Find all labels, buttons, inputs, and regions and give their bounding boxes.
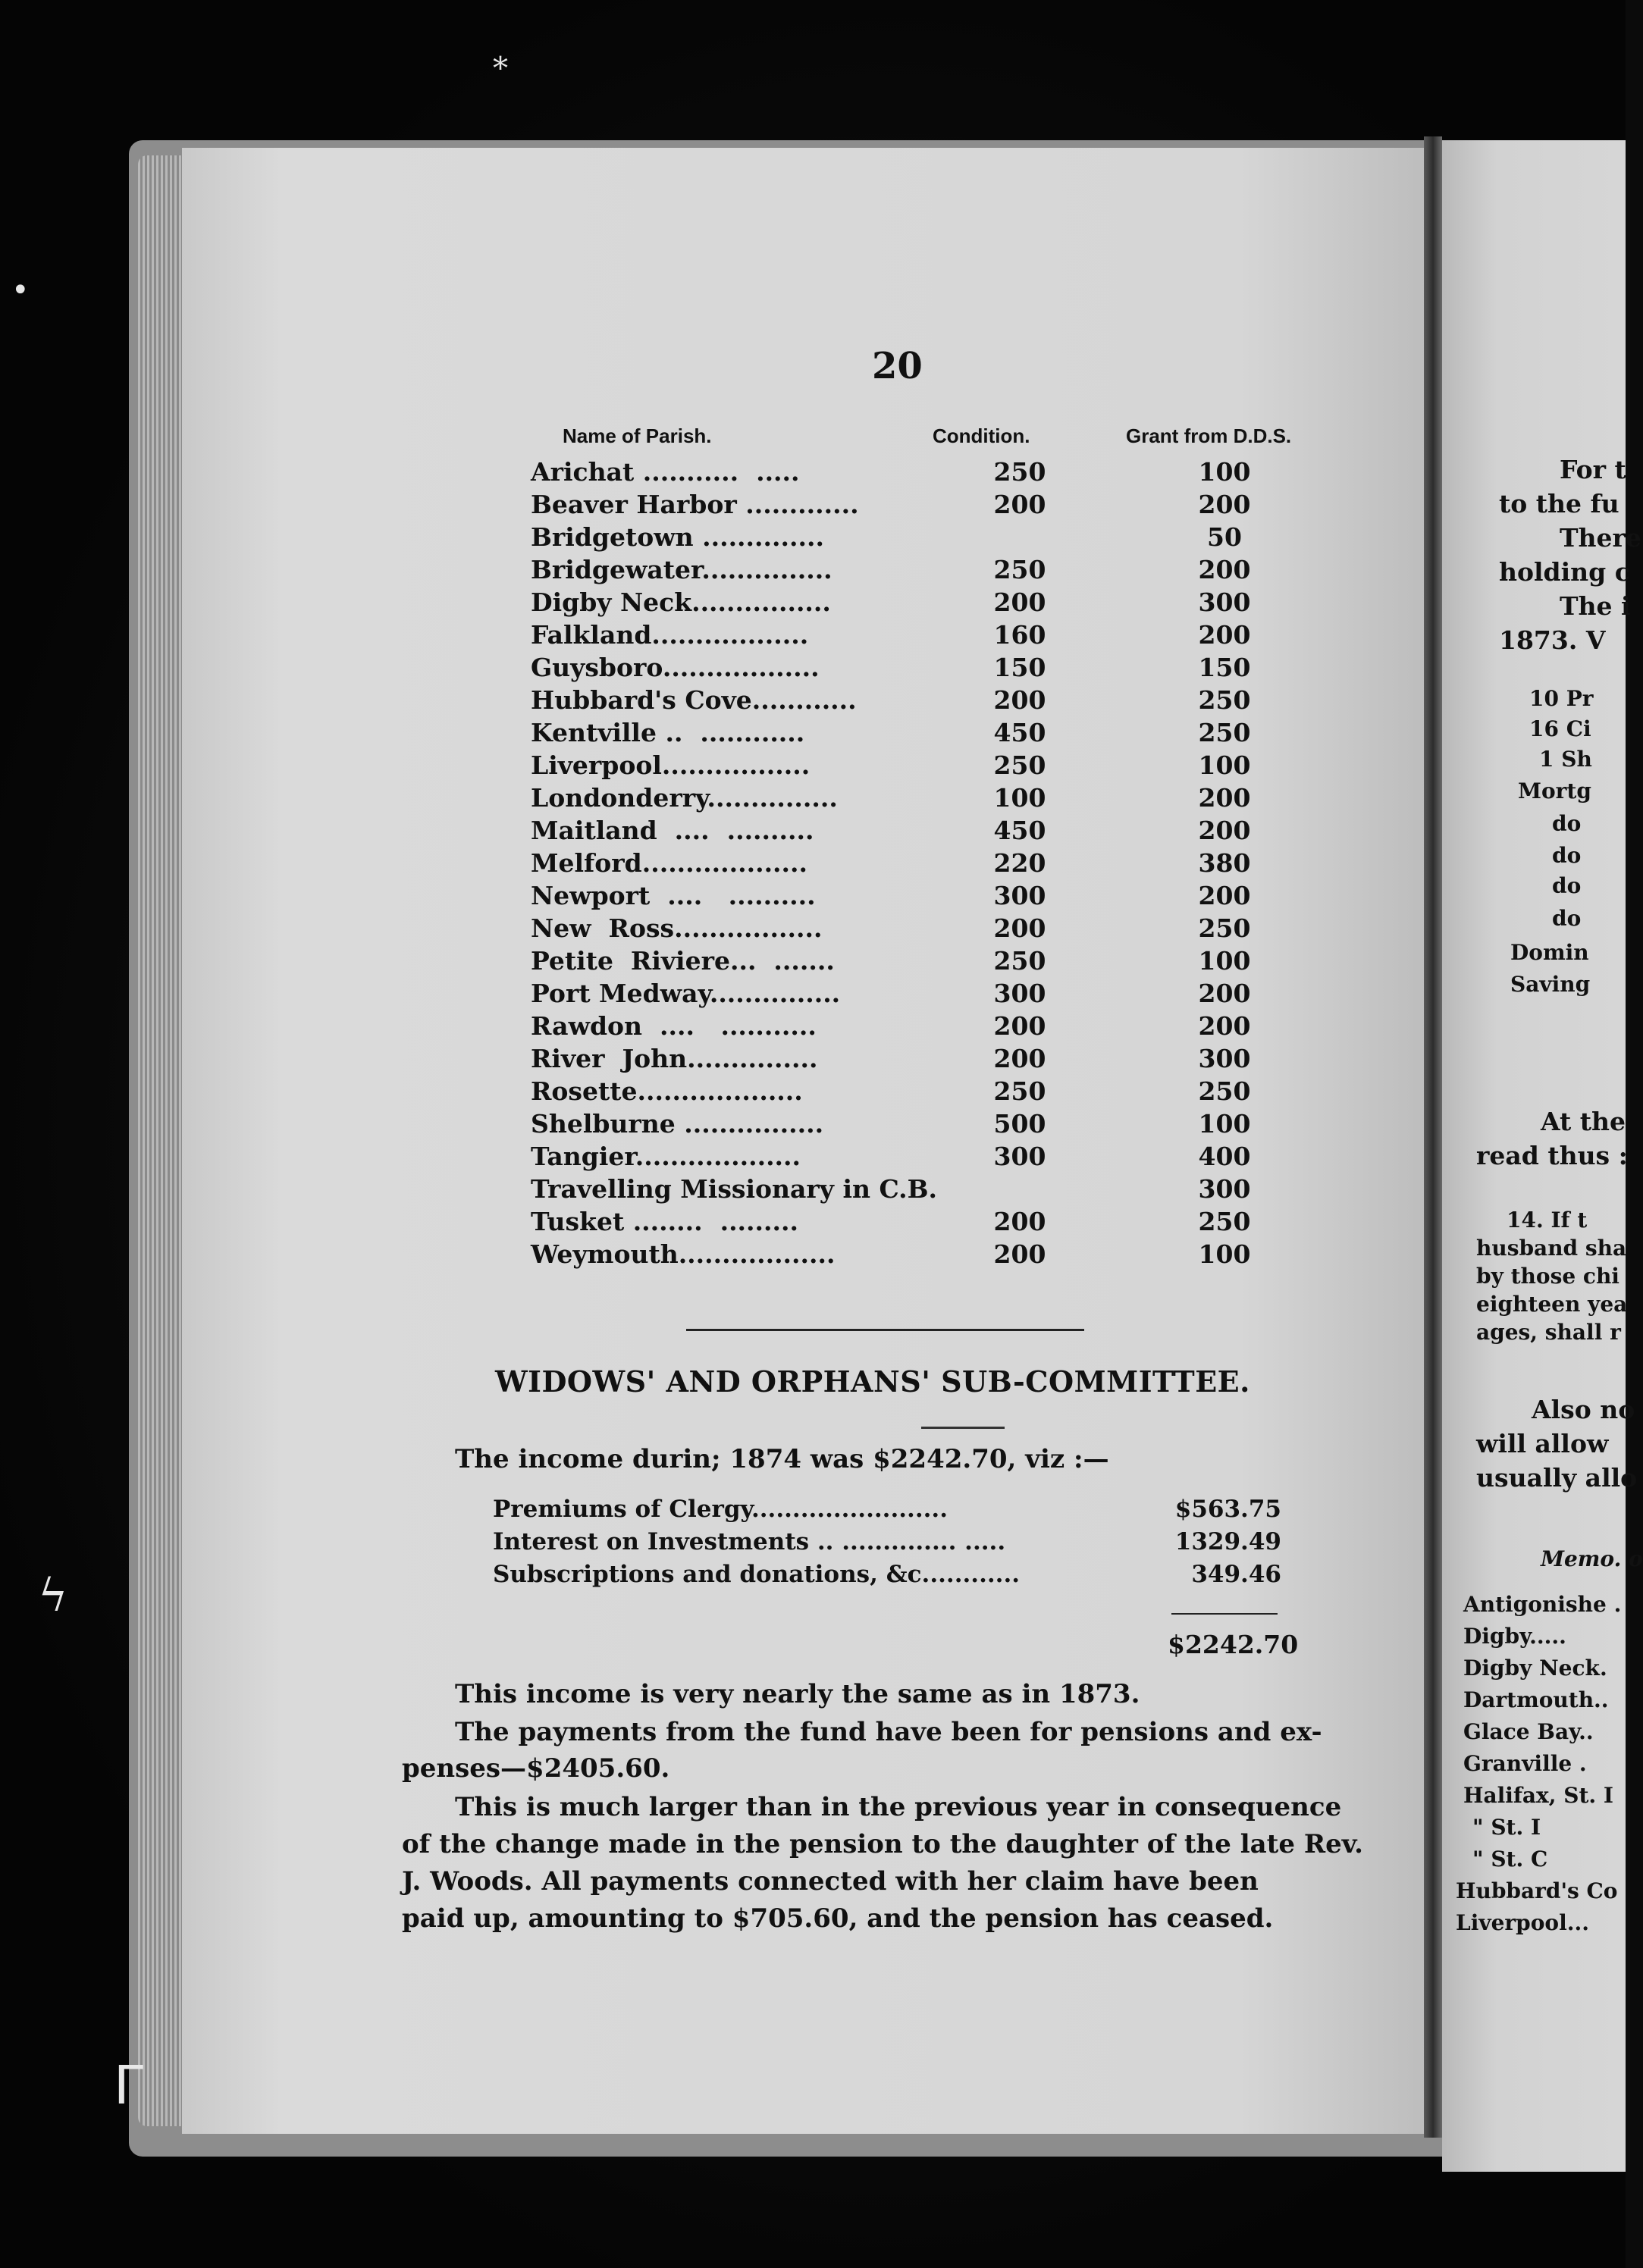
condition-value: 250 [993, 555, 1046, 584]
right-page-line: Antigonishe . [1463, 1592, 1622, 1617]
condition-value: 200 [993, 1011, 1046, 1041]
scan-speck: ϟ [38, 1569, 68, 1622]
right-page-line: ages, shall r [1476, 1320, 1621, 1345]
right-page-line: 14. If t [1507, 1208, 1588, 1233]
grant-value: 300 [1198, 1044, 1251, 1073]
condition-value: 300 [993, 881, 1046, 910]
right-page-line: husband sha [1476, 1236, 1627, 1261]
table-row [531, 1011, 1365, 1042]
grant-value: 200 [1198, 979, 1251, 1008]
income-item [493, 1528, 1281, 1558]
right-page-line: 1873. V [1499, 625, 1606, 655]
table-row [531, 848, 1365, 879]
paragraph-text: penses—$2405.60. [402, 1753, 670, 1784]
grant-value: 100 [1198, 457, 1251, 487]
income-label: Subscriptions and donations, &c............ [493, 1561, 1021, 1588]
table-row [531, 1207, 1365, 1237]
title-underline [921, 1427, 1005, 1429]
income-item [493, 1561, 1281, 1591]
parish-name: Beaver Harbor ............. [531, 490, 859, 519]
scan-speck: ⁎ [493, 42, 508, 77]
condition-value: 150 [993, 653, 1046, 682]
parish-name: Port Medway............... [531, 979, 841, 1008]
condition-value: 200 [993, 685, 1046, 715]
parish-name: Shelburne ................ [531, 1109, 824, 1139]
paragraph-text: This is much larger than in the previous year in consequence [455, 1792, 1342, 1822]
right-page-line: do [1552, 811, 1582, 836]
parish-name: Rosette................... [531, 1076, 803, 1106]
column-header-name: Name of Parish. [563, 424, 712, 447]
book-gutter [1424, 136, 1442, 2138]
parish-name: Liverpool................. [531, 750, 811, 780]
right-page [1442, 140, 1643, 2172]
grant-value: 100 [1198, 946, 1251, 976]
right-page-line: 10 Pr [1529, 686, 1594, 711]
table-row [531, 783, 1365, 813]
condition-value: 160 [993, 620, 1046, 650]
right-page-line: do [1552, 843, 1582, 868]
income-amount: 349.46 [1191, 1561, 1281, 1588]
table-row [531, 1109, 1365, 1139]
table-row [531, 881, 1365, 911]
right-page-line: There [1560, 523, 1641, 553]
condition-value: 100 [993, 783, 1046, 813]
condition-value: 200 [993, 1239, 1046, 1269]
table-row [531, 750, 1365, 781]
right-page-line: 1 Sh [1539, 747, 1592, 772]
grant-value: 100 [1198, 1239, 1251, 1269]
condition-value: 200 [993, 490, 1046, 519]
right-page-line: by those chi [1476, 1264, 1619, 1289]
right-page-line: holding c [1499, 557, 1630, 587]
right-page-line: Domin [1510, 940, 1589, 965]
parish-name: Bridgewater............... [531, 555, 832, 584]
parish-name: Bridgetown .............. [531, 522, 824, 552]
parish-name: Maitland .... .......... [531, 816, 814, 845]
paragraph-text: paid up, amounting to $705.60, and the pension has ceased. [402, 1903, 1274, 1934]
section-divider [686, 1329, 1084, 1331]
table-row [531, 913, 1365, 944]
grant-value: 250 [1198, 913, 1251, 943]
right-page-line: Granville . [1463, 1751, 1587, 1776]
section-title: WIDOWS' AND ORPHANS' SUB-COMMITTEE. [495, 1364, 1250, 1399]
right-page-line: Memo. o [1541, 1546, 1643, 1571]
income-item [493, 1496, 1281, 1526]
table-row [531, 457, 1365, 487]
right-page-line: 16 Ci [1529, 716, 1591, 741]
grant-value: 50 [1207, 522, 1242, 552]
right-page-line: do [1552, 873, 1582, 898]
right-page-line: " St. C [1472, 1847, 1548, 1872]
condition-value: 220 [993, 848, 1046, 878]
grant-value: 200 [1198, 490, 1251, 519]
condition-value: 200 [993, 587, 1046, 617]
condition-value: 250 [993, 457, 1046, 487]
parish-name: Hubbard's Cove............ [531, 685, 857, 715]
grant-value: 300 [1198, 1174, 1251, 1204]
table-row [531, 490, 1365, 520]
parish-name: Arichat ........... ..... [531, 457, 800, 487]
income-label: Interest on Investments .. .............. ..... [493, 1528, 1006, 1555]
paragraph-text: This income is very nearly the same as in 1873. [455, 1679, 1140, 1709]
right-page-line: The i [1560, 591, 1631, 621]
table-row [531, 620, 1365, 650]
condition-value: 300 [993, 979, 1046, 1008]
grant-value: 200 [1198, 1011, 1251, 1041]
grant-value: 250 [1198, 685, 1251, 715]
condition-value: 450 [993, 718, 1046, 747]
income-amount: 1329.49 [1174, 1528, 1281, 1555]
right-page-line: Saving [1510, 972, 1591, 997]
condition-value: 450 [993, 816, 1046, 845]
parish-name: Rawdon .... ........... [531, 1011, 817, 1041]
table-row [531, 1174, 1365, 1204]
table-row [531, 718, 1365, 748]
grant-value: 200 [1198, 620, 1251, 650]
parish-name: Londonderry............... [531, 783, 838, 813]
condition-value: 250 [993, 750, 1046, 780]
table-row [531, 1142, 1365, 1172]
right-page-line: eighteen yea [1476, 1292, 1628, 1317]
condition-value: 200 [993, 1044, 1046, 1073]
table-row [531, 979, 1365, 1009]
grant-value: 300 [1198, 587, 1251, 617]
page-number: 20 [872, 345, 923, 387]
income-intro: The income durin; 1874 was $2242.70, viz :— [455, 1444, 1109, 1474]
grant-value: 250 [1198, 1076, 1251, 1106]
right-page-line: Glace Bay.. [1463, 1719, 1594, 1744]
condition-value: 250 [993, 1076, 1046, 1106]
condition-value: 300 [993, 1142, 1046, 1171]
condition-value: 200 [993, 913, 1046, 943]
right-page-line: Hubbard's Co [1456, 1878, 1618, 1903]
grant-value: 100 [1198, 1109, 1251, 1139]
parish-name: Kentville .. ............ [531, 718, 805, 747]
table-row [531, 1076, 1365, 1107]
condition-value: 250 [993, 946, 1046, 976]
right-page-line: do [1552, 906, 1582, 931]
grant-value: 200 [1198, 555, 1251, 584]
parish-name: Petite Riviere... ....... [531, 946, 835, 976]
table-row [531, 555, 1365, 585]
right-page-line: Halifax, St. I [1463, 1783, 1613, 1808]
grant-value: 200 [1198, 881, 1251, 910]
right-page-line: read thus : [1476, 1141, 1628, 1170]
grant-value: 250 [1198, 1207, 1251, 1236]
parish-name: Tangier................... [531, 1142, 801, 1171]
parish-name: Newport .... .......... [531, 881, 816, 910]
income-label: Premiums of Clergy........................ [493, 1496, 948, 1523]
table-row [531, 522, 1365, 553]
right-page-line: Digby Neck. [1463, 1656, 1607, 1681]
parish-name: Melford................... [531, 848, 808, 878]
scan-speck: ᒥ [114, 2054, 143, 2116]
grant-value: 400 [1198, 1142, 1251, 1171]
income-amount: $563.75 [1174, 1496, 1281, 1523]
right-page-line: " St. I [1472, 1815, 1541, 1840]
right-page-line: Liverpool... [1456, 1910, 1589, 1935]
grant-value: 250 [1198, 718, 1251, 747]
right-page-line: At the [1541, 1107, 1626, 1136]
condition-value: 500 [993, 1109, 1046, 1139]
parish-name: New Ross................. [531, 913, 823, 943]
income-total: $2242.70 [1168, 1630, 1299, 1659]
table-row [531, 1044, 1365, 1074]
parish-name: River John............... [531, 1044, 818, 1073]
column-header-grant: Grant from D.D.S. [1126, 424, 1292, 447]
table-row [531, 816, 1365, 846]
table-row [531, 653, 1365, 683]
column-header-condition: Condition. [933, 424, 1030, 447]
paragraph-text: of the change made in the pension to the daughter of the late Rev. [402, 1829, 1363, 1859]
grant-value: 200 [1198, 783, 1251, 813]
grant-value: 100 [1198, 750, 1251, 780]
scan-speck: • [11, 273, 30, 308]
right-page-line: Digby..... [1463, 1624, 1566, 1649]
parish-name: Weymouth.................. [531, 1239, 836, 1269]
parish-name: Tusket ........ ......... [531, 1207, 798, 1236]
grant-value: 150 [1198, 653, 1251, 682]
table-row [531, 1239, 1365, 1270]
right-page-line: will allow [1476, 1429, 1609, 1458]
total-rule [1171, 1613, 1278, 1615]
right-page-line: usually allo [1476, 1463, 1638, 1493]
parish-name: Travelling Missionary in C.B. [531, 1174, 938, 1204]
right-page-line: Mortg [1518, 778, 1591, 804]
table-row [531, 946, 1365, 976]
parish-name: Guysboro.................. [531, 653, 820, 682]
condition-value: 200 [993, 1207, 1046, 1236]
parish-name: Falkland.................. [531, 620, 809, 650]
right-page-line: Dartmouth.. [1463, 1687, 1609, 1712]
right-page-line: Also no [1532, 1395, 1635, 1424]
right-page-line: to the fu [1499, 489, 1619, 518]
table-row [531, 587, 1365, 618]
paragraph-text: J. Woods. All payments connected with her claim have been [402, 1866, 1259, 1897]
parish-name: Digby Neck................ [531, 587, 831, 617]
table-row [531, 685, 1365, 716]
grant-value: 200 [1198, 816, 1251, 845]
grant-value: 380 [1198, 848, 1251, 878]
right-page-line: For t [1560, 455, 1626, 484]
paragraph-text: The payments from the fund have been for pensions and ex- [455, 1717, 1322, 1747]
